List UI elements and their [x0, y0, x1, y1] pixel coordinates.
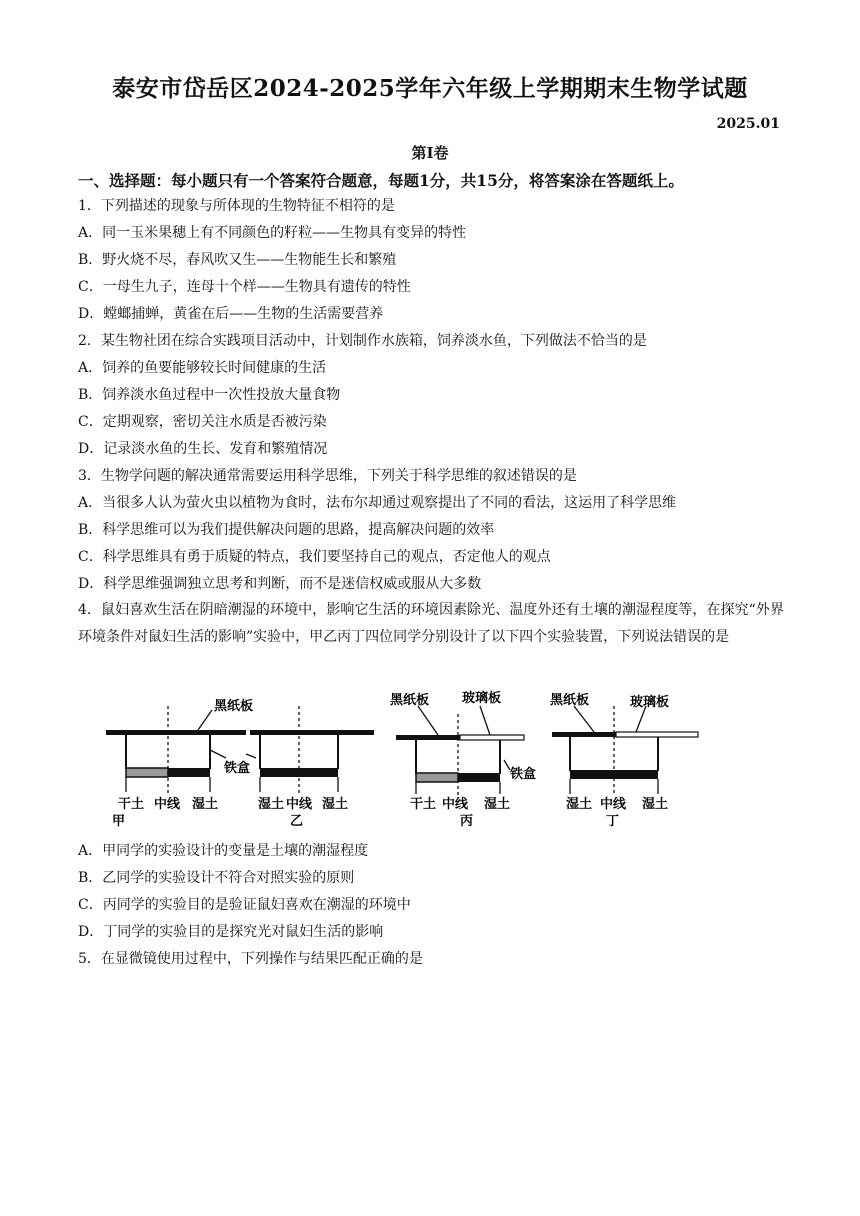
label-black-board: 黑纸板 — [390, 693, 430, 708]
question-2-option-a: A．饲养的鱼要能够较长时间健康的生活 — [78, 360, 327, 376]
question-3-option-b: B．科学思维可以为我们提供解决问题的思路，提高解决问题的效率 — [78, 522, 495, 538]
question-2-option-c: C．定期观察，密切关注水质是否被污染 — [78, 414, 327, 430]
question-2-option-d: D．记录淡水鱼的生长、发育和繁殖情况 — [78, 441, 328, 457]
question-1-option-d: D．螳螂捕蝉，黄雀在后——生物的生活需要营养 — [78, 306, 384, 322]
setup-ding — [550, 692, 698, 829]
question-3-option-a: A．当很多人认为萤火虫以植物为食时，法布尔却通过观察提出了不同的看法，这运用了科学思维 — [78, 495, 677, 511]
question-1-option-a: A．同一玉米果穗上有不同颜色的籽粒——生物具有变异的特性 — [78, 225, 467, 241]
section-heading: 一、选择题：每小题只有一个答案符合题意，每题1分，共15分，将答案涂在答题纸上。 — [78, 171, 684, 190]
question-3-option-d: D．科学思维强调独立思考和判断，而不是迷信权威或服从大多数 — [78, 576, 482, 592]
question-4-option-d: D．丁同学的实验目的是探究光对鼠妇生活的影响 — [78, 924, 384, 940]
experiment-figure — [100, 684, 710, 834]
label-dry-soil: 干土 — [118, 797, 145, 812]
label-wet-soil: 湿土 — [322, 797, 349, 812]
question-1-option-b: B．野火烧不尽，春风吹又生——生物能生长和繁殖 — [78, 252, 397, 268]
label-iron-box: 铁盒 — [510, 767, 537, 782]
label-center-line: 中线 — [442, 797, 469, 812]
question-4-option-c: C．丙同学的实验目的是验证鼠妇喜欢在潮湿的环境中 — [78, 897, 411, 913]
question-4-option-b: B．乙同学的实验设计不符合对照实验的原则 — [78, 870, 355, 886]
label-center-line: 中线 — [286, 797, 313, 812]
setup-name-ding: 丁 — [606, 814, 620, 829]
setup-bing — [390, 690, 536, 829]
label-center-line: 中线 — [154, 797, 181, 812]
question-5-stem: 5．在显微镜使用过程中，下列操作与结果匹配正确的是 — [78, 951, 423, 967]
label-wet-soil: 湿土 — [484, 797, 511, 812]
question-4-stem: 4．鼠妇喜欢生活在阴暗潮湿的环境中，影响它生活的环境因素除光、温度外还有土壤的潮湿程度等，在探究“外界环境条件对鼠妇生活的影响”实验中，甲乙丙丁四位同学分别设计了以下四个实验装置，下列说法错误的是 — [78, 602, 784, 645]
question-4-option-a: A．甲同学的实验设计的变量是土壤的潮湿程度 — [78, 843, 369, 859]
label-glass-board: 玻璃板 — [462, 691, 502, 706]
setup-name-yi: 乙 — [290, 814, 304, 829]
exam-date: 2025.01 — [716, 116, 780, 132]
label-glass-board: 玻璃板 — [630, 695, 670, 710]
question-3-stem: 3．生物学问题的解决通常需要运用科学思维，下列关于科学思维的叙述错误的是 — [78, 468, 577, 484]
label-wet-soil: 湿土 — [566, 797, 593, 812]
question-3-option-c: C．科学思维具有勇于质疑的特点，我们要坚持自己的观点，否定他人的观点 — [78, 549, 551, 565]
question-1-stem: 1．下列描述的现象与所体现的生物特征不相符的是 — [78, 198, 395, 214]
question-2-stem: 2．某生物社团在综合实践项目活动中，计划制作水族箱，饲养淡水鱼，下列做法不恰当的是 — [78, 333, 647, 349]
label-wet-soil: 湿土 — [258, 797, 285, 812]
exam-title: 泰安市岱岳区2024-2025学年六年级上学期期末生物学试题 — [112, 75, 748, 102]
label-black-board: 黑纸板 — [550, 693, 590, 708]
setup-yi — [210, 706, 374, 829]
label-center-line: 中线 — [600, 797, 627, 812]
question-2-option-b: B．饲养淡水鱼过程中一次性投放大量食物 — [78, 387, 341, 403]
setup-name-bing: 丙 — [460, 814, 474, 829]
label-dry-soil: 干土 — [410, 797, 437, 812]
label-iron-box: 铁盒 — [224, 761, 251, 776]
label-wet-soil: 湿土 — [192, 797, 219, 812]
setup-name-jia: 甲 — [112, 814, 126, 829]
volume-label: 第I卷 — [411, 144, 449, 162]
question-1-option-c: C．一母生九子，连母十个样——生物具有遗传的特性 — [78, 279, 411, 295]
label-wet-soil: 湿土 — [642, 797, 669, 812]
label-black-board: 黑纸板 — [214, 699, 254, 714]
